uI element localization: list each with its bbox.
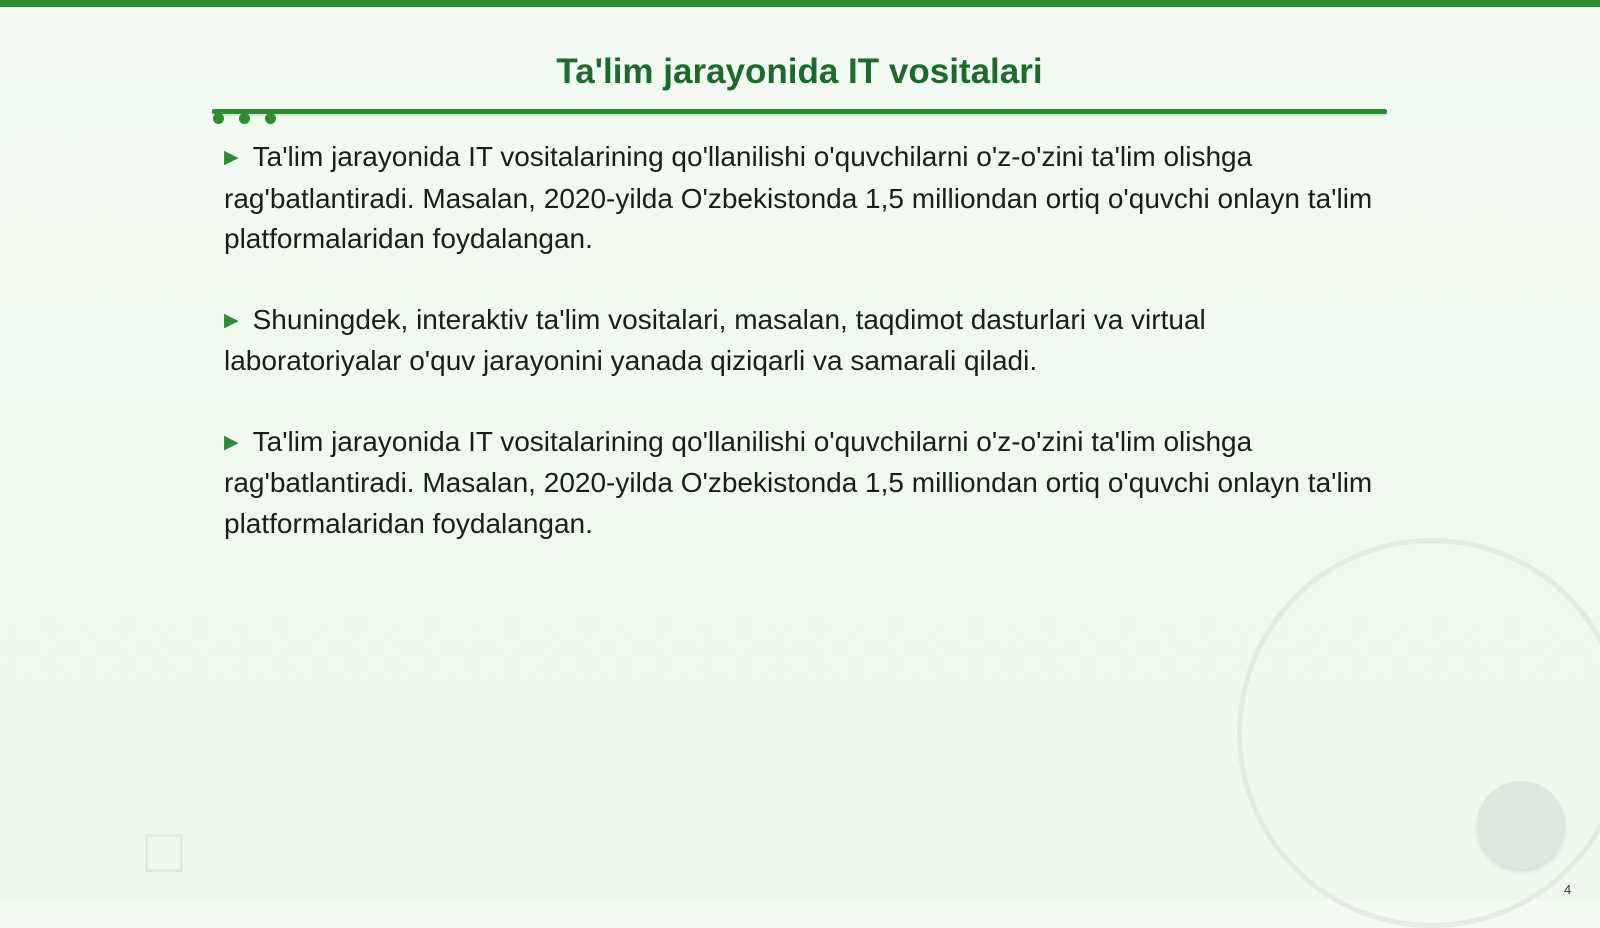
- decorative-dot: [213, 113, 224, 124]
- paragraph-text: Shuningdek, interaktiv ta'lim vositalari, masalan, taqdimot dasturlari va virtual laboratoriyalar o'quv jarayonini yanada qiziqarli va samarali qiladi.: [224, 303, 1206, 376]
- decorative-ring: [1237, 538, 1600, 928]
- decorative-circle: [1477, 781, 1565, 869]
- paragraph-text: Ta'lim jarayonida IT vositalarining qo'llanilishi o'quvchilarni o'z-o'zini ta'lim olishga rag'batlantiradi. Masalan, 2020-yilda O'zbekistonda 1,5 milliondan ortiq o'quvchi onlayn ta'lim platformalaridan foydalangan.: [224, 141, 1373, 254]
- bullet-arrow-icon: ▶: [224, 309, 239, 331]
- slide-title: Ta'lim jarayonida IT vositalari: [556, 52, 1043, 91]
- top-accent-bar: [0, 0, 1600, 7]
- decorative-square: [145, 834, 183, 872]
- bullet-arrow-icon: ▶: [224, 147, 239, 168]
- paragraph-text: Ta'lim jarayonida IT vositalarining qo'llanilishi o'quvchilarni o'z-o'zini ta'lim olishga rag'batlantiradi. Masalan, 2020-yilda O'zbekistonda 1,5 milliondan ortiq o'quvchi onlayn ta'lim platformalaridan foydalangan.: [224, 425, 1373, 539]
- title-underline: [212, 109, 1387, 114]
- decorative-dot: [265, 113, 276, 124]
- bullet-paragraph-1: [224, 137, 1384, 260]
- bullet-paragraph-2: [224, 300, 1384, 382]
- page-number: 4: [1564, 882, 1572, 897]
- slide-body: [224, 137, 1384, 584]
- bullet-arrow-icon: ▶: [224, 431, 239, 453]
- bullet-paragraph-3: [224, 422, 1384, 545]
- decorative-dot: [239, 113, 250, 124]
